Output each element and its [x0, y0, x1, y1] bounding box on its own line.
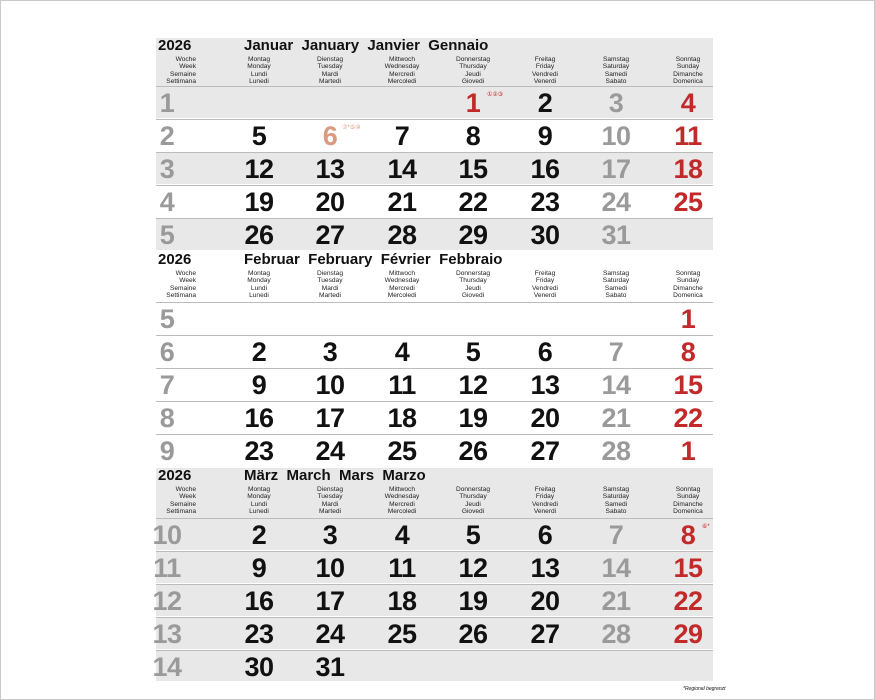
day-cell: 20 [530, 403, 560, 433]
week-row [156, 335, 713, 367]
week-row [152, 518, 713, 550]
day-cell: 15 [673, 553, 703, 583]
day-cell: 24 [315, 436, 345, 466]
year-label: 2026 [158, 467, 192, 484]
day-cell: 1 [680, 436, 696, 466]
day-cell: 27 [530, 436, 560, 466]
month-header [156, 468, 713, 523]
day-cell: 3 [322, 520, 338, 550]
day-cell: 20 [530, 586, 560, 616]
day-cell: 24 [315, 619, 345, 649]
day-cell: 26 [458, 619, 488, 649]
day-cell: 17 [601, 154, 631, 184]
week-number: 13 [152, 619, 182, 649]
day-cell: 15 [673, 370, 703, 400]
day-header-thursday: Donnerstag Thursday Jeudi Giovedi [455, 486, 491, 516]
day-header-monday: Montag Monday Lundi Lunedi [247, 270, 271, 300]
day-cell: 23 [244, 436, 274, 466]
day-cell: 24 [601, 187, 631, 217]
day-header-sunday: Sonntag Sunday Dimanche Domenica [673, 56, 703, 86]
week-column-header: Woche Week Semaine Settimana [166, 486, 196, 516]
week-row [152, 617, 713, 649]
day-cell: 28 [601, 436, 631, 466]
week-number: 7 [159, 370, 175, 400]
day-cell: 3 [322, 337, 338, 367]
day-cell: 9 [251, 370, 267, 400]
month-title: Januar January Janvier Gennaio [244, 37, 489, 54]
day-cell: 22 [673, 403, 703, 433]
day-cell: 26 [458, 436, 488, 466]
week-number: 8 [159, 403, 175, 433]
day-cell: 30 [244, 652, 274, 682]
day-cell: 13 [530, 553, 560, 583]
week-row [156, 434, 713, 466]
day-cell: 11 [674, 121, 702, 151]
day-header-tuesday: Dienstag Tuesday Mardi Martedi [316, 56, 344, 86]
week-row [156, 152, 713, 184]
day-cell: 4 [394, 520, 410, 550]
day-cell: 5 [465, 337, 481, 367]
day-cell: 8 [680, 337, 696, 367]
day-cell: 11 [388, 370, 416, 400]
week-number: 11 [153, 553, 181, 583]
week-row [156, 302, 713, 334]
week-row [152, 584, 713, 616]
day-cell: 14 [601, 553, 631, 583]
week-number: 5 [159, 304, 175, 334]
week-number: 1 [159, 88, 175, 118]
day-cell: 11 [388, 553, 416, 583]
day-cell: 22 [673, 586, 703, 616]
day-cell: 29 [673, 619, 703, 649]
day-cell: 5 [251, 121, 267, 151]
day-cell: 2 [537, 88, 553, 118]
day-header-friday: Freitag Friday Vendredi Venerdi [531, 270, 559, 300]
day-cell: 3 [608, 88, 624, 118]
week-row [153, 551, 713, 583]
footnote: *Regional begrenzt [683, 686, 726, 692]
day-cell: 26 [244, 220, 274, 250]
year-label: 2026 [158, 251, 192, 268]
day-cell: 2 [251, 337, 267, 367]
day-cell: 10 [315, 370, 345, 400]
day-cell: 9 [251, 553, 267, 583]
day-cell: 13 [315, 154, 345, 184]
day-cell: 6 [537, 520, 553, 550]
week-row [156, 119, 713, 151]
day-cell: 19 [458, 403, 488, 433]
day-header-friday: Freitag Friday Vendredi Venerdi [531, 56, 559, 86]
day-cell: 15 [458, 154, 488, 184]
week-number: 3 [159, 154, 175, 184]
month-header [156, 38, 713, 93]
day-header-saturday: Samstag Saturday Samedi Sabato [602, 486, 630, 516]
day-cell: 25 [387, 436, 417, 466]
day-cell: 19 [244, 187, 274, 217]
day-header-monday: Montag Monday Lundi Lunedi [247, 486, 271, 516]
day-header-sunday: Sonntag Sunday Dimanche Domenica [673, 270, 703, 300]
day-cell: 4 [394, 337, 410, 367]
week-number: 6 [159, 337, 175, 367]
day-cell: 9 [537, 121, 553, 151]
day-cell: 23 [530, 187, 560, 217]
week-number: 2 [159, 121, 175, 151]
holiday-marker: ⑥* [702, 524, 710, 530]
day-cell: 31 [315, 652, 345, 682]
week-row [156, 401, 713, 433]
week-row [156, 86, 713, 118]
holiday-marker: ⑦*⑤⑩ [342, 125, 361, 131]
day-cell: 27 [530, 619, 560, 649]
day-cell: 14 [601, 370, 631, 400]
day-cell: 28 [601, 619, 631, 649]
month-title: Februar February Février Febbraio [244, 251, 503, 268]
day-cell: 21 [601, 403, 631, 433]
month-title: März March Mars Marzo [244, 467, 426, 484]
day-cell: 25 [387, 619, 417, 649]
day-cell: 12 [458, 370, 488, 400]
week-row [152, 650, 713, 682]
day-cell: 1 [680, 304, 696, 334]
day-cell: 16 [244, 403, 274, 433]
day-cell: 7 [608, 520, 624, 550]
day-header-saturday: Samstag Saturday Samedi Sabato [602, 56, 630, 86]
week-number: 4 [159, 187, 175, 217]
day-cell: 12 [244, 154, 274, 184]
day-cell: 16 [244, 586, 274, 616]
day-cell: 7 [608, 337, 624, 367]
day-cell: 30 [530, 220, 560, 250]
day-cell: 7 [394, 121, 410, 151]
day-cell: 4 [680, 88, 696, 118]
day-header-thursday: Donnerstag Thursday Jeudi Giovedi [455, 270, 491, 300]
day-cell: 18 [673, 154, 703, 184]
day-header-tuesday: Dienstag Tuesday Mardi Martedi [316, 486, 344, 516]
holiday-marker: ①②③ [487, 92, 504, 98]
day-cell: 19 [458, 586, 488, 616]
week-number: 12 [152, 586, 182, 616]
day-cell: 12 [458, 553, 488, 583]
day-cell: 22 [458, 187, 488, 217]
week-number: 9 [159, 436, 175, 466]
day-cell: 18 [387, 403, 417, 433]
day-cell: 13 [530, 370, 560, 400]
day-header-thursday: Donnerstag Thursday Jeudi Giovedi [455, 56, 491, 86]
day-cell: 21 [387, 187, 417, 217]
day-cell: 18 [387, 586, 417, 616]
day-header-friday: Freitag Friday Vendredi Venerdi [531, 486, 559, 516]
week-number: 14 [152, 652, 182, 682]
week-number: 5 [159, 220, 175, 250]
day-cell: 14 [387, 154, 417, 184]
day-cell: 23 [244, 619, 274, 649]
day-cell: 17 [315, 586, 345, 616]
week-row [156, 218, 713, 250]
day-cell: 1 [465, 88, 481, 118]
day-header-monday: Montag Monday Lundi Lunedi [247, 56, 271, 86]
day-header-tuesday: Dienstag Tuesday Mardi Martedi [316, 270, 344, 300]
week-column-header: Woche Week Semaine Settimana [166, 270, 196, 300]
day-cell: 27 [315, 220, 345, 250]
day-cell: 21 [601, 586, 631, 616]
day-cell: 29 [458, 220, 488, 250]
day-cell: 5 [465, 520, 481, 550]
day-header-saturday: Samstag Saturday Samedi Sabato [602, 270, 630, 300]
day-cell: 31 [601, 220, 631, 250]
day-header-wednesday: Mittwoch Wednesday Mercredi Mercoledi [384, 56, 420, 86]
day-cell: 6 [322, 121, 338, 151]
day-cell: 20 [315, 187, 345, 217]
day-cell: 17 [315, 403, 345, 433]
day-cell: 25 [673, 187, 703, 217]
year-label: 2026 [158, 37, 192, 54]
month-header [156, 252, 713, 307]
day-header-sunday: Sonntag Sunday Dimanche Domenica [673, 486, 703, 516]
week-row [156, 368, 713, 400]
day-cell: 16 [530, 154, 560, 184]
day-header-wednesday: Mittwoch Wednesday Mercredi Mercoledi [384, 270, 420, 300]
day-cell: 10 [601, 121, 631, 151]
day-cell: 8 [465, 121, 481, 151]
week-number: 10 [152, 520, 182, 550]
day-cell: 6 [537, 337, 553, 367]
day-header-wednesday: Mittwoch Wednesday Mercredi Mercoledi [384, 486, 420, 516]
day-cell: 28 [387, 220, 417, 250]
day-cell: 2 [251, 520, 267, 550]
day-cell: 10 [315, 553, 345, 583]
week-row [156, 185, 713, 217]
day-cell: 8 [680, 520, 696, 550]
week-column-header: Woche Week Semaine Settimana [166, 56, 196, 86]
